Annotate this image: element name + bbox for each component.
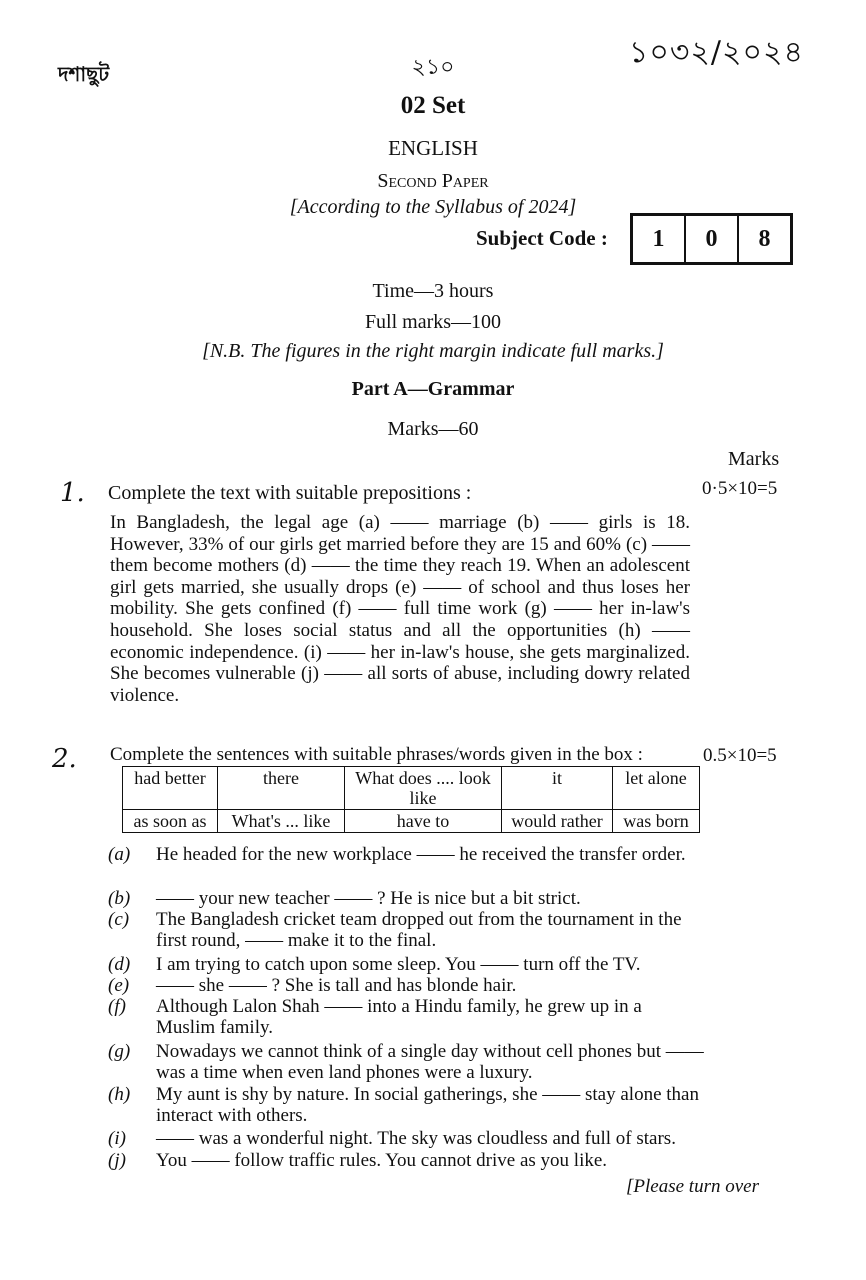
word-box-cell: there <box>218 767 345 810</box>
sentence-label: (h) <box>108 1084 131 1105</box>
sentence-label: (f) <box>108 996 126 1017</box>
q2-sentence <box>108 909 704 951</box>
sentence-text: My aunt is shy by nature. In social gatherings, she —— stay alone than interact with others. <box>156 1084 699 1126</box>
word-box-cell: would rather <box>502 810 613 833</box>
sentence-text: He headed for the new workplace —— he received the transfer order. <box>156 844 686 865</box>
q2-sentence <box>108 1041 704 1083</box>
subject-code-box <box>630 213 793 265</box>
q2-sentence <box>108 1084 704 1126</box>
word-box <box>122 766 700 833</box>
word-box-cell: What does .... look like <box>345 767 502 810</box>
sentence-label: (b) <box>108 888 131 909</box>
sentence-text: —— she —— ? She is tall and has blonde hair. <box>156 975 517 996</box>
sentence-label: (i) <box>108 1128 126 1149</box>
turn-over-note: [Please turn over <box>626 1176 759 1197</box>
sentence-label: (d) <box>108 954 131 975</box>
word-box-cell: let alone <box>613 767 700 810</box>
word-box-cell: it <box>502 767 613 810</box>
word-box-row <box>123 810 700 833</box>
sentence-text: —— was a wonderful night. The sky was cloudless and full of stars. <box>156 1128 676 1149</box>
corner-note: দশাছুট <box>58 62 110 86</box>
q1-number: 1. <box>60 478 85 508</box>
sentence-text: —— your new teacher —— ? He is nice but a bit strict. <box>156 888 581 909</box>
q1-instruction: Complete the text with suitable prepositions : <box>108 482 472 504</box>
word-box-cell: as soon as <box>123 810 218 833</box>
q2-sentence <box>108 1150 704 1171</box>
subject-title: ENGLISH <box>388 136 478 160</box>
sentence-label: (c) <box>108 909 130 930</box>
q2-sentence <box>108 975 704 996</box>
word-box-cell: have to <box>345 810 502 833</box>
q1-paragraph: In Bangladesh, the legal age (a) —— marriage (b) —— girls is 18. However, 33% of our girls get married before they are 15 and 60% (c) —— them become mothers (d) —— the time they reach 19. When an adolescent girl gets married, she usually drops (e) —— of school and thus loses her mobility. She gets confined (f) —— full time work (g) —— her in-law's household. She loses social status and all the opportunities (h) —— economic independence. (i) —— her in-law's house, she gets marginalized. She becomes vulnerable (j) —— all sorts of abuse, including dowry related violence. <box>110 512 690 706</box>
sentence-text: You —— follow traffic rules. You cannot drive as you like. <box>156 1150 608 1171</box>
paper-title: Second Paper <box>377 170 489 192</box>
q2-instruction: Complete the sentences with suitable phrases/words given in the box : <box>110 744 643 765</box>
part-marks: Marks—60 <box>387 418 479 440</box>
marks-column-heading: Marks <box>728 448 780 470</box>
word-box-cell: was born <box>613 810 700 833</box>
subject-code-label: Subject Code : <box>476 226 608 250</box>
sentence-text: I am trying to catch upon some sleep. You —— turn off the TV. <box>156 954 641 975</box>
set-title: 02 Set <box>400 92 466 119</box>
page-number: ২১০ <box>411 54 455 79</box>
time-allowed: Time—3 hours <box>372 280 494 302</box>
full-marks: Full marks—100 <box>364 311 502 333</box>
part-title: Part A—Grammar <box>351 378 515 400</box>
subject-code-digit: 1 <box>633 216 686 262</box>
q1-marks: 0·5×10=5 <box>702 478 778 499</box>
q2-sentence <box>108 888 704 909</box>
word-box-row <box>123 767 700 810</box>
sentence-text: Although Lalon Shah —— into a Hindu family, he grew up in a Muslim family. <box>156 996 642 1038</box>
sentence-label: (e) <box>108 975 130 996</box>
handwritten-code-stamp: ১০৩২/২০২৪ <box>628 35 804 70</box>
q2-sentence <box>108 844 704 865</box>
subject-code-digit: 8 <box>758 225 771 252</box>
word-box-cell: had better <box>123 767 218 810</box>
sentence-text: The Bangladesh cricket team dropped out from the tournament in the first round, —— make it to the final. <box>156 909 682 951</box>
q2-sentence <box>108 1128 704 1149</box>
q2-number: 2. <box>52 744 77 774</box>
sentence-label: (j) <box>108 1150 126 1171</box>
subject-code-digit: 0 <box>686 216 739 262</box>
sentence-label: (a) <box>108 844 131 865</box>
sentence-text: Nowadays we cannot think of a single day without cell phones but —— was a time when even land phones were a luxury. <box>156 1041 704 1083</box>
q2-sentence <box>108 954 704 975</box>
q2-marks: 0.5×10=5 <box>703 745 777 766</box>
sentence-label: (g) <box>108 1041 131 1062</box>
word-box-cell: What's ... like <box>218 810 345 833</box>
nb-note: [N.B. The figures in the right margin indicate full marks.] <box>202 340 664 362</box>
q2-sentence <box>108 996 704 1038</box>
syllabus-note: [According to the Syllabus of 2024] <box>289 196 577 218</box>
